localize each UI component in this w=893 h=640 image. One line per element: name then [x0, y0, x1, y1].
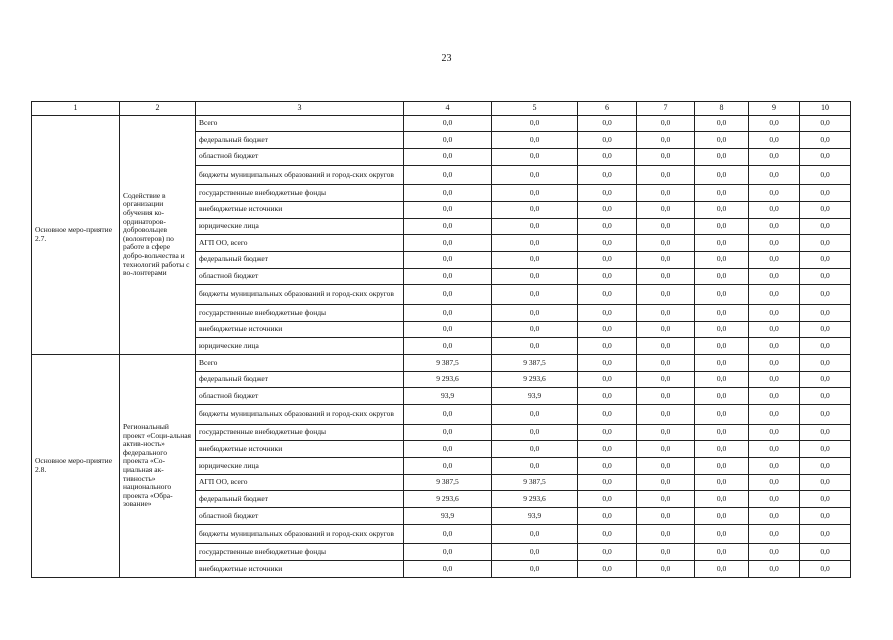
column-header: 5	[492, 102, 578, 116]
value-cell: 0,0	[800, 305, 851, 322]
value-cell: 0,0	[749, 404, 800, 424]
value-cell: 0,0	[637, 544, 695, 561]
activity-description: Региональный проект «Соци-альная актив-ность» федерального проекта «Со-циальная ак-тивность» национального проекта «Обра-зование»	[120, 354, 196, 577]
value-cell: 0,0	[637, 148, 695, 165]
value-cell: 0,0	[800, 458, 851, 475]
value-cell: 0,0	[749, 185, 800, 202]
value-cell: 0,0	[404, 305, 492, 322]
value-cell: 0,0	[492, 441, 578, 458]
value-cell: 0,0	[404, 148, 492, 165]
value-cell: 0,0	[800, 491, 851, 508]
value-cell: 0,0	[800, 561, 851, 578]
value-cell: 0,0	[749, 251, 800, 268]
value-cell: 0,0	[578, 508, 637, 525]
value-cell: 0,0	[578, 544, 637, 561]
value-cell: 0,0	[695, 321, 749, 338]
value-cell: 0,0	[749, 424, 800, 441]
funding-source-label: внебюджетные источники	[196, 201, 404, 218]
value-cell: 0,0	[492, 185, 578, 202]
page-number: 23	[441, 53, 452, 64]
funding-source-label: бюджеты муниципальных образований и город-ских округов	[196, 165, 404, 185]
value-cell: 0,0	[492, 305, 578, 322]
value-cell: 0,0	[404, 321, 492, 338]
value-cell: 0,0	[800, 544, 851, 561]
value-cell: 0,0	[749, 491, 800, 508]
value-cell: 0,0	[578, 321, 637, 338]
funding-source-label: Всего	[196, 354, 404, 371]
value-cell: 0,0	[749, 148, 800, 165]
funding-source-label: государственные внебюджетные фонды	[196, 185, 404, 202]
value-cell: 0,0	[695, 268, 749, 285]
value-cell: 0,0	[695, 441, 749, 458]
value-cell: 0,0	[492, 338, 578, 355]
funding-source-label: юридические лица	[196, 458, 404, 475]
value-cell: 0,0	[492, 148, 578, 165]
value-cell: 0,0	[695, 508, 749, 525]
value-cell: 0,0	[800, 201, 851, 218]
value-cell: 0,0	[637, 524, 695, 544]
value-cell: 0,0	[578, 441, 637, 458]
value-cell: 0,0	[800, 115, 851, 132]
value-cell: 0,0	[749, 474, 800, 491]
value-cell: 0,0	[695, 524, 749, 544]
value-cell: 0,0	[404, 441, 492, 458]
value-cell: 0,0	[749, 508, 800, 525]
value-cell: 0,0	[800, 524, 851, 544]
funding-source-label: федеральный бюджет	[196, 491, 404, 508]
value-cell: 9 387,5	[492, 354, 578, 371]
value-cell: 0,0	[695, 201, 749, 218]
value-cell: 0,0	[695, 424, 749, 441]
header-row	[32, 102, 851, 116]
value-cell: 0,0	[749, 268, 800, 285]
value-cell: 0,0	[695, 371, 749, 388]
value-cell: 93,9	[492, 388, 578, 405]
value-cell: 0,0	[637, 218, 695, 235]
value-cell: 0,0	[695, 165, 749, 185]
table-row	[32, 115, 851, 132]
value-cell: 9 387,5	[492, 474, 578, 491]
value-cell: 0,0	[749, 132, 800, 149]
funding-source-label: федеральный бюджет	[196, 371, 404, 388]
funding-source-label: АГП ОО, всего	[196, 235, 404, 252]
funding-source-label: внебюджетные источники	[196, 561, 404, 578]
value-cell: 0,0	[800, 218, 851, 235]
funding-source-label: областной бюджет	[196, 508, 404, 525]
value-cell: 0,0	[695, 115, 749, 132]
value-cell: 93,9	[404, 508, 492, 525]
value-cell: 0,0	[492, 524, 578, 544]
activity-cell: Основное меро-приятие 2.7.	[32, 115, 120, 354]
funding-source-label: государственные внебюджетные фонды	[196, 305, 404, 322]
value-cell: 0,0	[800, 235, 851, 252]
value-cell: 0,0	[800, 371, 851, 388]
column-header: 7	[637, 102, 695, 116]
funding-source-label: АГП ОО, всего	[196, 474, 404, 491]
value-cell: 0,0	[695, 338, 749, 355]
value-cell: 0,0	[749, 285, 800, 305]
value-cell: 0,0	[578, 474, 637, 491]
value-cell: 0,0	[404, 338, 492, 355]
value-cell: 0,0	[404, 132, 492, 149]
value-cell: 0,0	[578, 354, 637, 371]
funding-source-label: юридические лица	[196, 218, 404, 235]
column-header: 6	[578, 102, 637, 116]
funding-source-label: внебюджетные источники	[196, 321, 404, 338]
value-cell: 0,0	[695, 474, 749, 491]
value-cell: 0,0	[492, 218, 578, 235]
value-cell: 0,0	[695, 185, 749, 202]
value-cell: 0,0	[578, 185, 637, 202]
funding-source-label: юридические лица	[196, 338, 404, 355]
value-cell: 0,0	[578, 235, 637, 252]
value-cell: 0,0	[695, 305, 749, 322]
funding-source-label: областной бюджет	[196, 268, 404, 285]
value-cell: 0,0	[637, 458, 695, 475]
value-cell: 0,0	[800, 404, 851, 424]
value-cell: 0,0	[578, 305, 637, 322]
value-cell: 0,0	[578, 561, 637, 578]
value-cell: 0,0	[637, 132, 695, 149]
column-header: 4	[404, 102, 492, 116]
value-cell: 0,0	[637, 441, 695, 458]
value-cell: 0,0	[749, 388, 800, 405]
value-cell: 0,0	[637, 321, 695, 338]
funding-source-label: внебюджетные источники	[196, 441, 404, 458]
value-cell: 0,0	[749, 305, 800, 322]
value-cell: 0,0	[800, 148, 851, 165]
funding-source-label: федеральный бюджет	[196, 251, 404, 268]
column-header: 3	[196, 102, 404, 116]
value-cell: 0,0	[578, 491, 637, 508]
value-cell: 0,0	[695, 218, 749, 235]
value-cell: 0,0	[637, 235, 695, 252]
value-cell: 93,9	[492, 508, 578, 525]
value-cell: 0,0	[404, 285, 492, 305]
value-cell: 0,0	[578, 165, 637, 185]
value-cell: 9 387,5	[404, 474, 492, 491]
value-cell: 0,0	[637, 404, 695, 424]
value-cell: 0,0	[637, 354, 695, 371]
value-cell: 0,0	[637, 185, 695, 202]
value-cell: 0,0	[578, 371, 637, 388]
value-cell: 0,0	[749, 235, 800, 252]
value-cell: 0,0	[492, 268, 578, 285]
value-cell: 0,0	[637, 474, 695, 491]
value-cell: 0,0	[749, 201, 800, 218]
value-cell: 0,0	[800, 165, 851, 185]
value-cell: 93,9	[404, 388, 492, 405]
value-cell: 0,0	[800, 321, 851, 338]
value-cell: 0,0	[800, 285, 851, 305]
funding-table	[31, 101, 851, 578]
value-cell: 0,0	[404, 404, 492, 424]
value-cell: 0,0	[749, 338, 800, 355]
activity-description: Содействие в организации обучения ко-ординаторов-добровольцев (волонтеров) по работе в сфере добро-вольчества и технологий работы с во-лонтерами	[120, 115, 196, 354]
funding-source-label: государственные внебюджетные фонды	[196, 424, 404, 441]
value-cell: 0,0	[578, 132, 637, 149]
value-cell: 0,0	[749, 561, 800, 578]
value-cell: 0,0	[749, 165, 800, 185]
funding-source-label: бюджеты муниципальных образований и город-ских округов	[196, 524, 404, 544]
value-cell: 0,0	[404, 561, 492, 578]
funding-source-label: бюджеты муниципальных образований и город-ских округов	[196, 285, 404, 305]
value-cell: 0,0	[578, 115, 637, 132]
value-cell: 0,0	[578, 338, 637, 355]
column-header: 8	[695, 102, 749, 116]
value-cell: 0,0	[637, 165, 695, 185]
value-cell: 0,0	[800, 132, 851, 149]
value-cell: 0,0	[637, 201, 695, 218]
value-cell: 0,0	[578, 424, 637, 441]
value-cell: 0,0	[404, 424, 492, 441]
value-cell: 0,0	[578, 458, 637, 475]
value-cell: 0,0	[637, 371, 695, 388]
value-cell: 0,0	[695, 285, 749, 305]
value-cell: 0,0	[637, 115, 695, 132]
value-cell: 0,0	[492, 251, 578, 268]
value-cell: 0,0	[800, 508, 851, 525]
value-cell: 0,0	[800, 251, 851, 268]
value-cell: 0,0	[695, 148, 749, 165]
value-cell: 0,0	[578, 201, 637, 218]
value-cell: 0,0	[749, 321, 800, 338]
value-cell: 0,0	[492, 561, 578, 578]
value-cell: 0,0	[695, 354, 749, 371]
value-cell: 0,0	[800, 185, 851, 202]
value-cell: 0,0	[404, 458, 492, 475]
value-cell: 0,0	[492, 321, 578, 338]
value-cell: 0,0	[404, 201, 492, 218]
column-header: 2	[120, 102, 196, 116]
value-cell: 0,0	[492, 458, 578, 475]
funding-source-label: областной бюджет	[196, 148, 404, 165]
value-cell: 0,0	[695, 404, 749, 424]
value-cell: 0,0	[695, 251, 749, 268]
value-cell: 0,0	[637, 388, 695, 405]
value-cell: 0,0	[800, 388, 851, 405]
funding-source-label: Всего	[196, 115, 404, 132]
value-cell: 0,0	[404, 268, 492, 285]
value-cell: 0,0	[800, 354, 851, 371]
value-cell: 0,0	[637, 424, 695, 441]
value-cell: 0,0	[492, 132, 578, 149]
value-cell: 0,0	[404, 185, 492, 202]
funding-source-label: областной бюджет	[196, 388, 404, 405]
value-cell: 0,0	[578, 285, 637, 305]
value-cell: 0,0	[492, 285, 578, 305]
value-cell: 0,0	[637, 491, 695, 508]
value-cell: 0,0	[695, 458, 749, 475]
funding-source-label: государственные внебюджетные фонды	[196, 544, 404, 561]
value-cell: 0,0	[637, 285, 695, 305]
value-cell: 0,0	[800, 424, 851, 441]
value-cell: 0,0	[578, 218, 637, 235]
value-cell: 0,0	[800, 338, 851, 355]
value-cell: 0,0	[578, 148, 637, 165]
value-cell: 0,0	[749, 441, 800, 458]
value-cell: 0,0	[404, 235, 492, 252]
value-cell: 0,0	[492, 404, 578, 424]
value-cell: 0,0	[749, 218, 800, 235]
value-cell: 0,0	[637, 508, 695, 525]
value-cell: 9 293,6	[404, 371, 492, 388]
value-cell: 0,0	[695, 544, 749, 561]
table-row	[32, 354, 851, 371]
value-cell: 0,0	[800, 441, 851, 458]
value-cell: 0,0	[695, 561, 749, 578]
value-cell: 0,0	[749, 458, 800, 475]
value-cell: 0,0	[492, 424, 578, 441]
value-cell: 0,0	[492, 115, 578, 132]
value-cell: 0,0	[800, 268, 851, 285]
value-cell: 0,0	[637, 338, 695, 355]
column-header: 9	[749, 102, 800, 116]
value-cell: 0,0	[492, 201, 578, 218]
column-header: 1	[32, 102, 120, 116]
funding-source-label: федеральный бюджет	[196, 132, 404, 149]
activity-cell: Основное меро-приятие 2.8.	[32, 354, 120, 577]
value-cell: 0,0	[404, 251, 492, 268]
value-cell: 0,0	[800, 474, 851, 491]
value-cell: 9 387,5	[404, 354, 492, 371]
value-cell: 0,0	[695, 388, 749, 405]
value-cell: 0,0	[749, 544, 800, 561]
value-cell: 0,0	[404, 218, 492, 235]
value-cell: 0,0	[404, 524, 492, 544]
value-cell: 0,0	[578, 524, 637, 544]
value-cell: 0,0	[578, 404, 637, 424]
value-cell: 0,0	[637, 268, 695, 285]
value-cell: 0,0	[695, 491, 749, 508]
value-cell: 9 293,6	[404, 491, 492, 508]
column-header: 10	[800, 102, 851, 116]
value-cell: 0,0	[749, 524, 800, 544]
value-cell: 0,0	[578, 251, 637, 268]
funding-source-label: бюджеты муниципальных образований и город-ских округов	[196, 404, 404, 424]
value-cell: 9 293,6	[492, 371, 578, 388]
value-cell: 0,0	[404, 165, 492, 185]
value-cell: 0,0	[404, 544, 492, 561]
value-cell: 9 293,6	[492, 491, 578, 508]
value-cell: 0,0	[578, 268, 637, 285]
value-cell: 0,0	[695, 132, 749, 149]
value-cell: 0,0	[492, 544, 578, 561]
value-cell: 0,0	[637, 561, 695, 578]
value-cell: 0,0	[492, 165, 578, 185]
value-cell: 0,0	[695, 235, 749, 252]
value-cell: 0,0	[492, 235, 578, 252]
value-cell: 0,0	[749, 371, 800, 388]
value-cell: 0,0	[637, 305, 695, 322]
value-cell: 0,0	[404, 115, 492, 132]
value-cell: 0,0	[749, 115, 800, 132]
value-cell: 0,0	[637, 251, 695, 268]
value-cell: 0,0	[578, 388, 637, 405]
value-cell: 0,0	[749, 354, 800, 371]
